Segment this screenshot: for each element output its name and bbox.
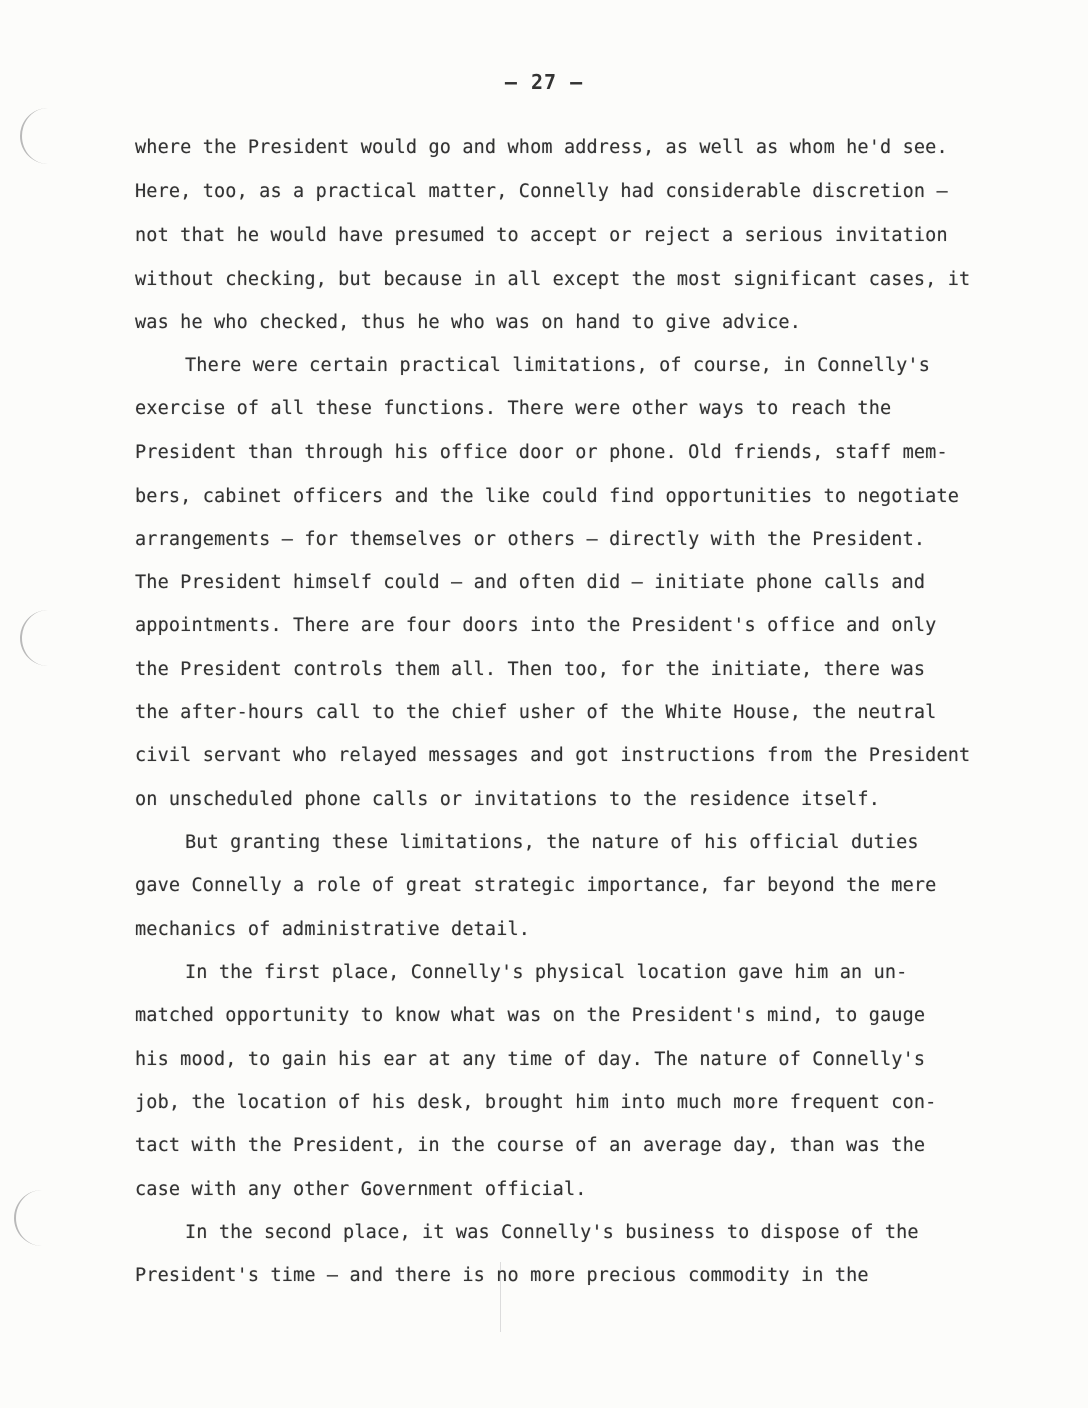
text-line: his mood, to gain his ear at any time of day. The nature of Connelly's [135, 1049, 926, 1070]
text-line: bers, cabinet officers and the like could find opportunities to negotiate [135, 486, 960, 507]
text-line: In the second place, it was Connelly's business to dispose of the [185, 1222, 919, 1243]
text-line: President's time — and there is no more precious commodity in the [135, 1265, 869, 1286]
text-line: the after-hours call to the chief usher of the White House, the neutral [135, 702, 937, 723]
page-number: — 27 — [504, 70, 584, 94]
text-line: gave Connelly a role of great strategic importance, far beyond the mere [135, 875, 937, 896]
text-line: civil servant who relayed messages and got instructions from the President [135, 745, 971, 766]
text-line: In the first place, Connelly's physical location gave him an un- [185, 962, 908, 983]
punch-hole-middle [20, 610, 52, 666]
text-line: was he who checked, thus he who was on hand to give advice. [135, 312, 801, 333]
text-line: But granting these limitations, the nature of his official duties [185, 832, 919, 853]
punch-hole-top [20, 108, 52, 164]
text-line: The President himself could — and often did — initiate phone calls and [135, 572, 926, 593]
text-line: arrangements — for themselves or others — directly with the President. [135, 529, 926, 550]
text-line: exercise of all these functions. There were other ways to reach the [135, 398, 892, 419]
text-line: mechanics of administrative detail. [135, 919, 531, 940]
text-line: the President controls them all. Then too, for the initiate, there was [135, 659, 926, 680]
text-line: President than through his office door or phone. Old friends, staff mem- [135, 442, 948, 463]
text-line: tact with the President, in the course of an average day, than was the [135, 1135, 926, 1156]
text-line: not that he would have presumed to accept or reject a serious invitation [135, 225, 948, 246]
text-line: appointments. There are four doors into the President's office and only [135, 615, 937, 636]
text-line: There were certain practical limitations, of course, in Connelly's [185, 355, 931, 376]
text-line: case with any other Government official. [135, 1179, 587, 1200]
text-line: without checking, but because in all except the most significant cases, it [135, 269, 971, 290]
text-line: Here, too, as a practical matter, Connelly had considerable discretion — [135, 181, 948, 202]
punch-hole-bottom [14, 1190, 46, 1246]
text-line: where the President would go and whom address, as well as whom he'd see. [135, 137, 948, 158]
text-line: on unscheduled phone calls or invitations to the residence itself. [135, 789, 881, 810]
text-line: matched opportunity to know what was on the President's mind, to gauge [135, 1005, 926, 1026]
text-line: job, the location of his desk, brought him into much more frequent con- [135, 1092, 937, 1113]
